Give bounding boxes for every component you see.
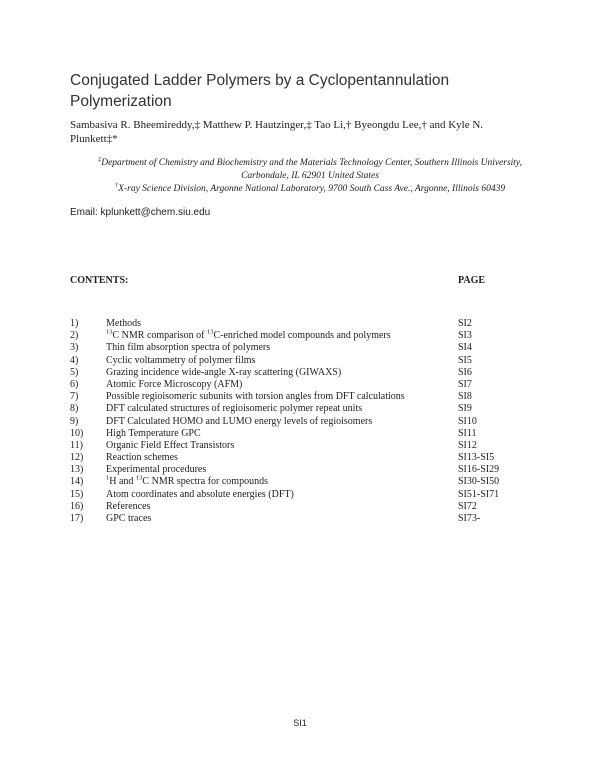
toc-title-part: 13 (206, 328, 214, 336)
toc-page: SI4 (458, 342, 472, 354)
toc-title-part: C NMR comparison of (112, 330, 207, 342)
toc-number: 4) (70, 354, 79, 366)
toc-number: 15) (70, 488, 84, 500)
toc-page: SI16-SI29 (458, 464, 500, 476)
toc-number: 7) (70, 391, 79, 403)
toc-page: SI6 (458, 366, 472, 378)
authors-line-2: Plunkett‡* (70, 133, 118, 145)
toc-title-part: 13 (135, 475, 143, 483)
toc-title-part: C-enriched model compounds and polymers (213, 330, 391, 342)
affiliation-1-text: Department of Chemistry and Biochemistry and the Materials Technology Center, Southern Illinois University, Carbondale, IL 62901 United States (101, 158, 523, 181)
toc-page: SI30-SI50 (458, 476, 500, 488)
toc-page: SI13-SI5 (458, 452, 495, 464)
toc-page: SI10 (458, 415, 477, 427)
title-line-1: Conjugated Ladder Polymers by a Cyclopentannulation (70, 72, 450, 89)
page-heading: PAGE (458, 275, 486, 286)
toc-title: Experimental procedures (106, 464, 207, 476)
toc-title: Methods (106, 318, 141, 329)
toc-number: 16) (70, 500, 84, 512)
toc-title: Atom coordinates and absolute energies (DFT) (106, 488, 294, 500)
toc-page: SI51-SI71 (458, 488, 500, 500)
toc-title: Thin film absorption spectra of polymers (106, 342, 271, 354)
toc-page: SI3 (458, 330, 472, 342)
toc-title-part: 13 (106, 328, 113, 336)
toc-title: Possible regioisomeric subunits with torsion angles from DFT calculations (106, 391, 405, 403)
toc-page: SI12 (458, 439, 477, 451)
toc-page: SI72 (458, 500, 477, 512)
toc-number: 5) (70, 366, 79, 378)
affiliation-2-mark: † (114, 181, 119, 189)
toc-title (106, 476, 458, 488)
toc-number: 12) (70, 452, 84, 464)
document-title (70, 70, 540, 112)
toc-row (70, 489, 540, 501)
toc-number: 13) (70, 464, 84, 476)
contents-heading: CONTENTS: (70, 275, 129, 286)
toc-title-part: 1 (106, 475, 110, 483)
toc-title: GPC traces (106, 513, 152, 524)
toc-row (70, 367, 540, 379)
toc-page: SI9 (458, 403, 472, 415)
toc-row (70, 513, 540, 525)
toc-row (70, 476, 540, 488)
affiliation-2-text: X-ray Science Division, Argonne National Laboratory, 9700 South Cass Ave., Argonne, Illinois 60439 (118, 184, 506, 194)
toc-page: SI11 (458, 427, 477, 439)
page-number: SI1 (293, 718, 307, 728)
toc-title: Atomic Force Microscopy (AFM) (106, 378, 243, 390)
toc-title: High Temperature GPC (106, 427, 201, 439)
affiliation-1 (85, 157, 535, 183)
toc-row (70, 440, 540, 452)
toc-page: SI5 (458, 354, 472, 366)
table-of-contents (70, 318, 540, 525)
affiliation-2 (85, 183, 535, 196)
affiliations (85, 157, 535, 196)
toc-page: SI7 (458, 378, 472, 390)
authors-line-1: Sambasiva R. Bheemireddy,‡ Matthew P. Hautzinger,‡ Tao Li,† Byeongdu Lee,† and Kyle N. (70, 119, 484, 131)
toc-title: DFT calculated structures of regioisomeric polymer repeat units (106, 403, 363, 415)
toc-number: 8) (70, 403, 79, 415)
toc-title-part: H and (109, 476, 136, 488)
affiliation-1-mark: ‡ (97, 155, 102, 163)
toc-row (70, 318, 540, 330)
toc-row (70, 355, 540, 367)
toc-number: 11) (70, 439, 83, 451)
toc-number: 10) (70, 427, 84, 439)
toc-row (70, 342, 540, 354)
toc-title: DFT Calculated HOMO and LUMO energy levels of regioisomers (106, 415, 373, 427)
title-line-2: Polymerization (70, 93, 172, 110)
toc-title: References (106, 500, 151, 512)
toc-number: 1) (70, 318, 79, 329)
toc-number: 9) (70, 415, 79, 427)
toc-title-part: C NMR spectra for compounds (142, 476, 268, 488)
author-list (70, 118, 540, 146)
toc-page: SI73- (458, 513, 481, 524)
toc-row (70, 416, 540, 428)
toc-title: Reaction schemes (106, 452, 178, 464)
toc-title (106, 330, 458, 342)
toc-row (70, 379, 540, 391)
toc-row (70, 330, 540, 342)
toc-page: SI8 (458, 391, 472, 403)
toc-row (70, 501, 540, 513)
toc-number: 2) (70, 330, 79, 342)
toc-title: Grazing incidence wide-angle X-ray scattering (GIWAXS) (106, 366, 342, 378)
contact-email: Email: kplunkett@chem.siu.edu (70, 207, 211, 218)
toc-title: Organic Field Effect Transistors (106, 439, 235, 451)
toc-row (70, 391, 540, 403)
toc-title: Cyclic voltammetry of polymer films (106, 354, 256, 366)
toc-row (70, 452, 540, 464)
toc-number: 3) (70, 342, 79, 354)
toc-row (70, 403, 540, 415)
toc-number: 6) (70, 378, 79, 390)
toc-row (70, 428, 540, 440)
toc-number: 17) (70, 513, 84, 524)
toc-page: SI2 (458, 318, 472, 329)
toc-number: 14) (70, 476, 84, 488)
